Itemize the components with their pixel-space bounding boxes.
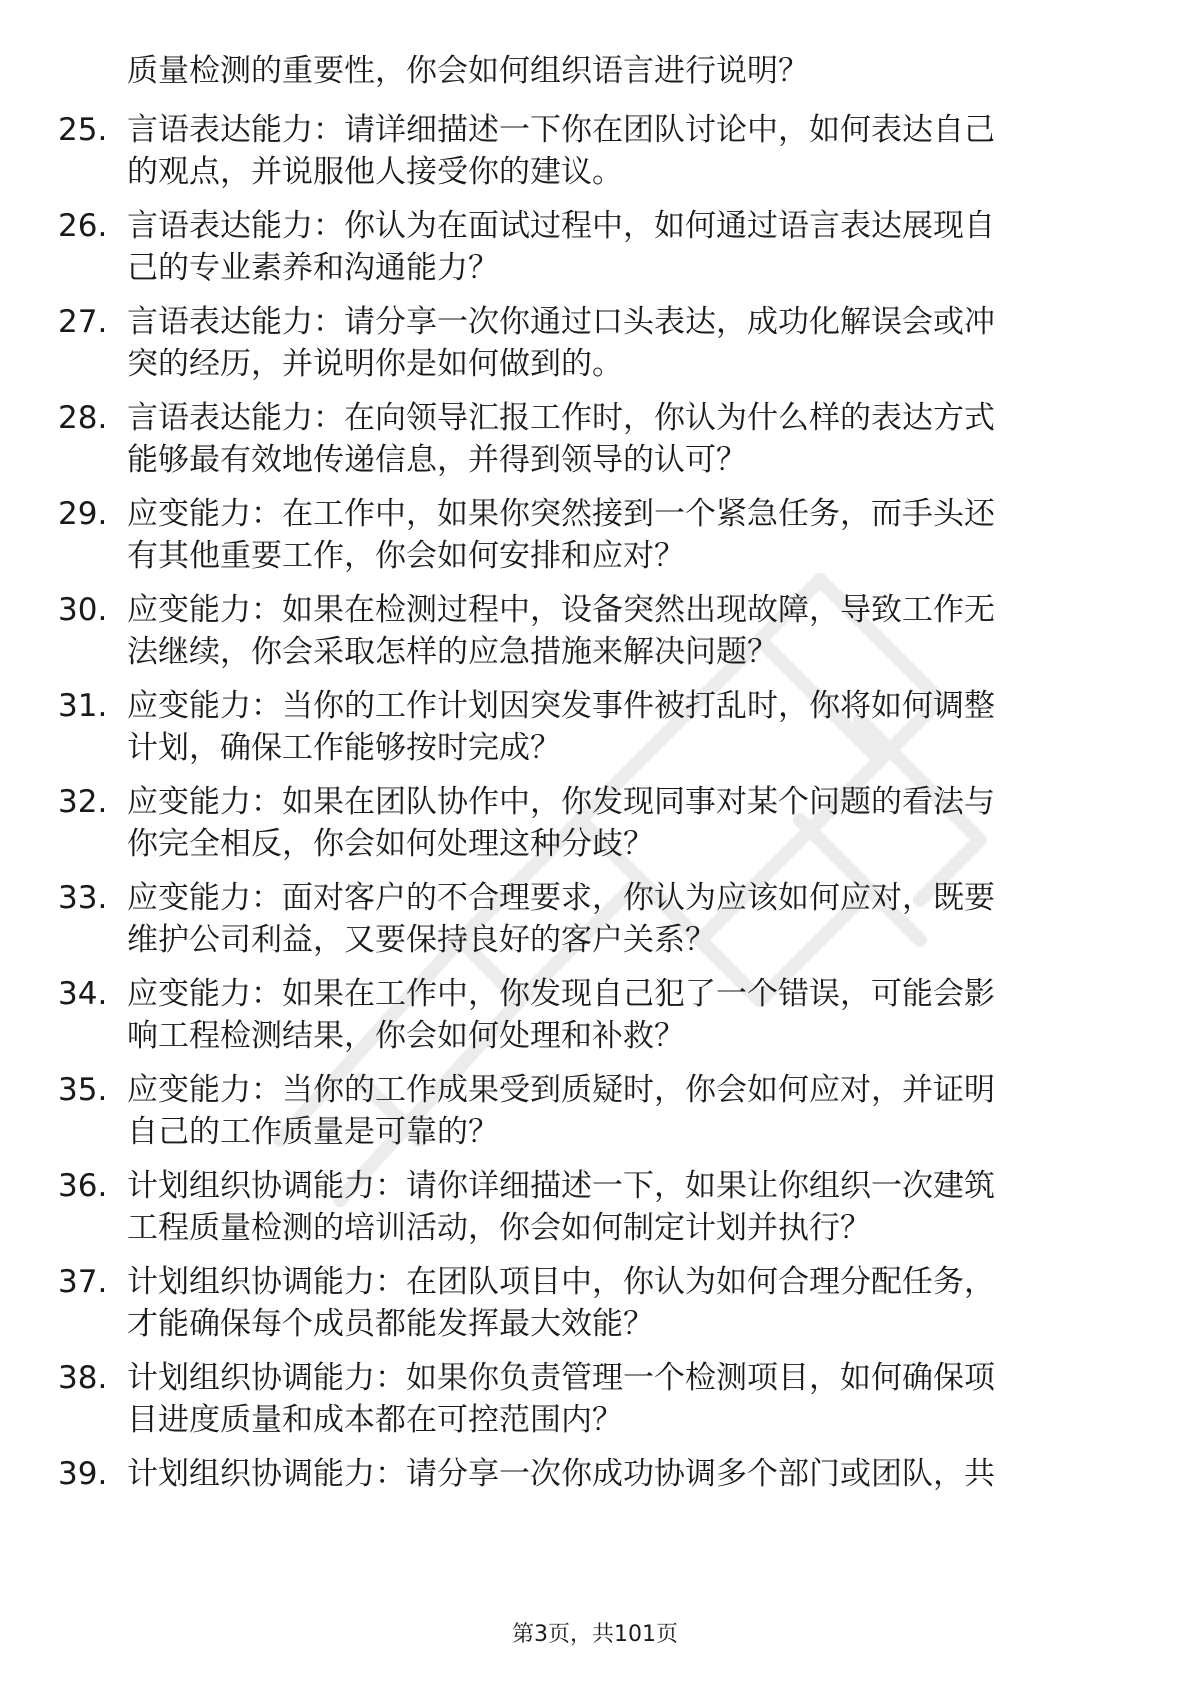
- question-line: 应变能力：在工作中，如果你突然接到一个紧急任务，而手头还: [127, 496, 995, 532]
- question-line: 己的专业素养和沟通能力？: [127, 250, 499, 286]
- question-line: 计划组织协调能力：如果你负责管理一个检测项目，如何确保项: [127, 1360, 995, 1396]
- question-number: 26.: [58, 208, 108, 244]
- question-text: [127, 1165, 1112, 1249]
- question-item-32: [0, 777, 1190, 873]
- question-item-30: [0, 585, 1190, 681]
- question-item-29: [0, 489, 1190, 585]
- question-text: [127, 1453, 1112, 1495]
- question-item-34: [0, 969, 1190, 1065]
- question-line: 才能确保每个成员都能发挥最大效能？: [127, 1306, 654, 1342]
- question-item-31: [0, 681, 1190, 777]
- question-item-39: [0, 1449, 1190, 1545]
- continuation-line: 质量检测的重要性，你会如何组织语言进行说明？: [127, 53, 809, 89]
- question-text: [127, 781, 1112, 865]
- question-number: 38.: [58, 1360, 108, 1396]
- question-line: 计划组织协调能力：请分享一次你成功协调多个部门或团队，共: [127, 1456, 995, 1492]
- question-item-38: [0, 1353, 1190, 1449]
- question-line: 言语表达能力：在向领导汇报工作时，你认为什么样的表达方式: [127, 400, 995, 436]
- question-line: 突的经历，并说明你是如何做到的。: [127, 346, 623, 382]
- question-number: 39.: [58, 1456, 108, 1492]
- question-text: [127, 1357, 1112, 1441]
- question-line: 有其他重要工作，你会如何安排和应对？: [127, 538, 685, 574]
- question-text: [127, 493, 1112, 577]
- question-item-27: [0, 297, 1190, 393]
- question-line: 的观点，并说服他人接受你的建议。: [127, 154, 623, 190]
- question-line: 响工程检测结果，你会如何处理和补救？: [127, 1018, 685, 1054]
- question-number: 25.: [58, 112, 108, 148]
- question-number: 28.: [58, 400, 108, 436]
- question-number: 36.: [58, 1168, 108, 1204]
- question-text: [127, 397, 1112, 481]
- question-number: 32.: [58, 784, 108, 820]
- question-item-28: [0, 393, 1190, 489]
- question-text: [127, 1069, 1112, 1153]
- question-number: 37.: [58, 1264, 108, 1300]
- question-item-26: [0, 201, 1190, 297]
- question-line: 工程质量检测的培训活动，你会如何制定计划并执行？: [127, 1210, 871, 1246]
- question-line: 目进度质量和成本都在可控范围内？: [127, 1402, 623, 1438]
- question-text: [127, 973, 1112, 1057]
- question-line: 应变能力：如果在检测过程中，设备突然出现故障，导致工作无: [127, 592, 995, 628]
- question-line: 言语表达能力：你认为在面试过程中，如何通过语言表达展现自: [127, 208, 995, 244]
- question-line: 应变能力：当你的工作成果受到质疑时，你会如何应对，并证明: [127, 1072, 995, 1108]
- question-text: [127, 685, 1112, 769]
- question-line: 维护公司利益，又要保持良好的客户关系？: [127, 922, 716, 958]
- question-line: 能够最有效地传递信息，并得到领导的认可？: [127, 442, 747, 478]
- question-item-25: [0, 105, 1190, 201]
- page-footer: 第3页，共101页: [512, 1622, 678, 1647]
- question-line: 计划，确保工作能够按时完成？: [127, 730, 561, 766]
- question-number: 30.: [58, 592, 108, 628]
- question-item-37: [0, 1257, 1190, 1353]
- question-line: 计划组织协调能力：在团队项目中，你认为如何合理分配任务，: [127, 1264, 995, 1300]
- question-line: 应变能力：当你的工作计划因突发事件被打乱时，你将如何调整: [127, 688, 995, 724]
- question-item-33: [0, 873, 1190, 969]
- question-line: 应变能力：面对客户的不合理要求，你认为应该如何应对，既要: [127, 880, 995, 916]
- question-text: [127, 205, 1112, 289]
- question-text: [127, 301, 1112, 385]
- question-text: [127, 109, 1112, 193]
- question-line: 法继续，你会采取怎样的应急措施来解决问题？: [127, 634, 778, 670]
- question-number: 29.: [58, 496, 108, 532]
- question-line: 言语表达能力：请分享一次你通过口头表达，成功化解误会或冲: [127, 304, 995, 340]
- question-text: [127, 1261, 1112, 1345]
- question-line: 计划组织协调能力：请你详细描述一下，如果让你组织一次建筑: [127, 1168, 995, 1204]
- question-item-35: [0, 1065, 1190, 1161]
- question-text: [127, 877, 1112, 961]
- question-line: 应变能力：如果在工作中，你发现自己犯了一个错误，可能会影: [127, 976, 995, 1012]
- question-line: 自己的工作质量是可靠的？: [127, 1114, 499, 1150]
- question-line: 应变能力：如果在团队协作中，你发现同事对某个问题的看法与: [127, 784, 995, 820]
- question-number: 31.: [58, 688, 108, 724]
- question-list: [0, 105, 1190, 1545]
- question-number: 27.: [58, 304, 108, 340]
- question-line: 言语表达能力：请详细描述一下你在团队讨论中，如何表达自己: [127, 112, 995, 148]
- question-number: 35.: [58, 1072, 108, 1108]
- question-number: 34.: [58, 976, 108, 1012]
- question-text: [127, 589, 1112, 673]
- question-line: 你完全相反，你会如何处理这种分歧？: [127, 826, 654, 862]
- question-number: 33.: [58, 880, 108, 916]
- question-item-36: [0, 1161, 1190, 1257]
